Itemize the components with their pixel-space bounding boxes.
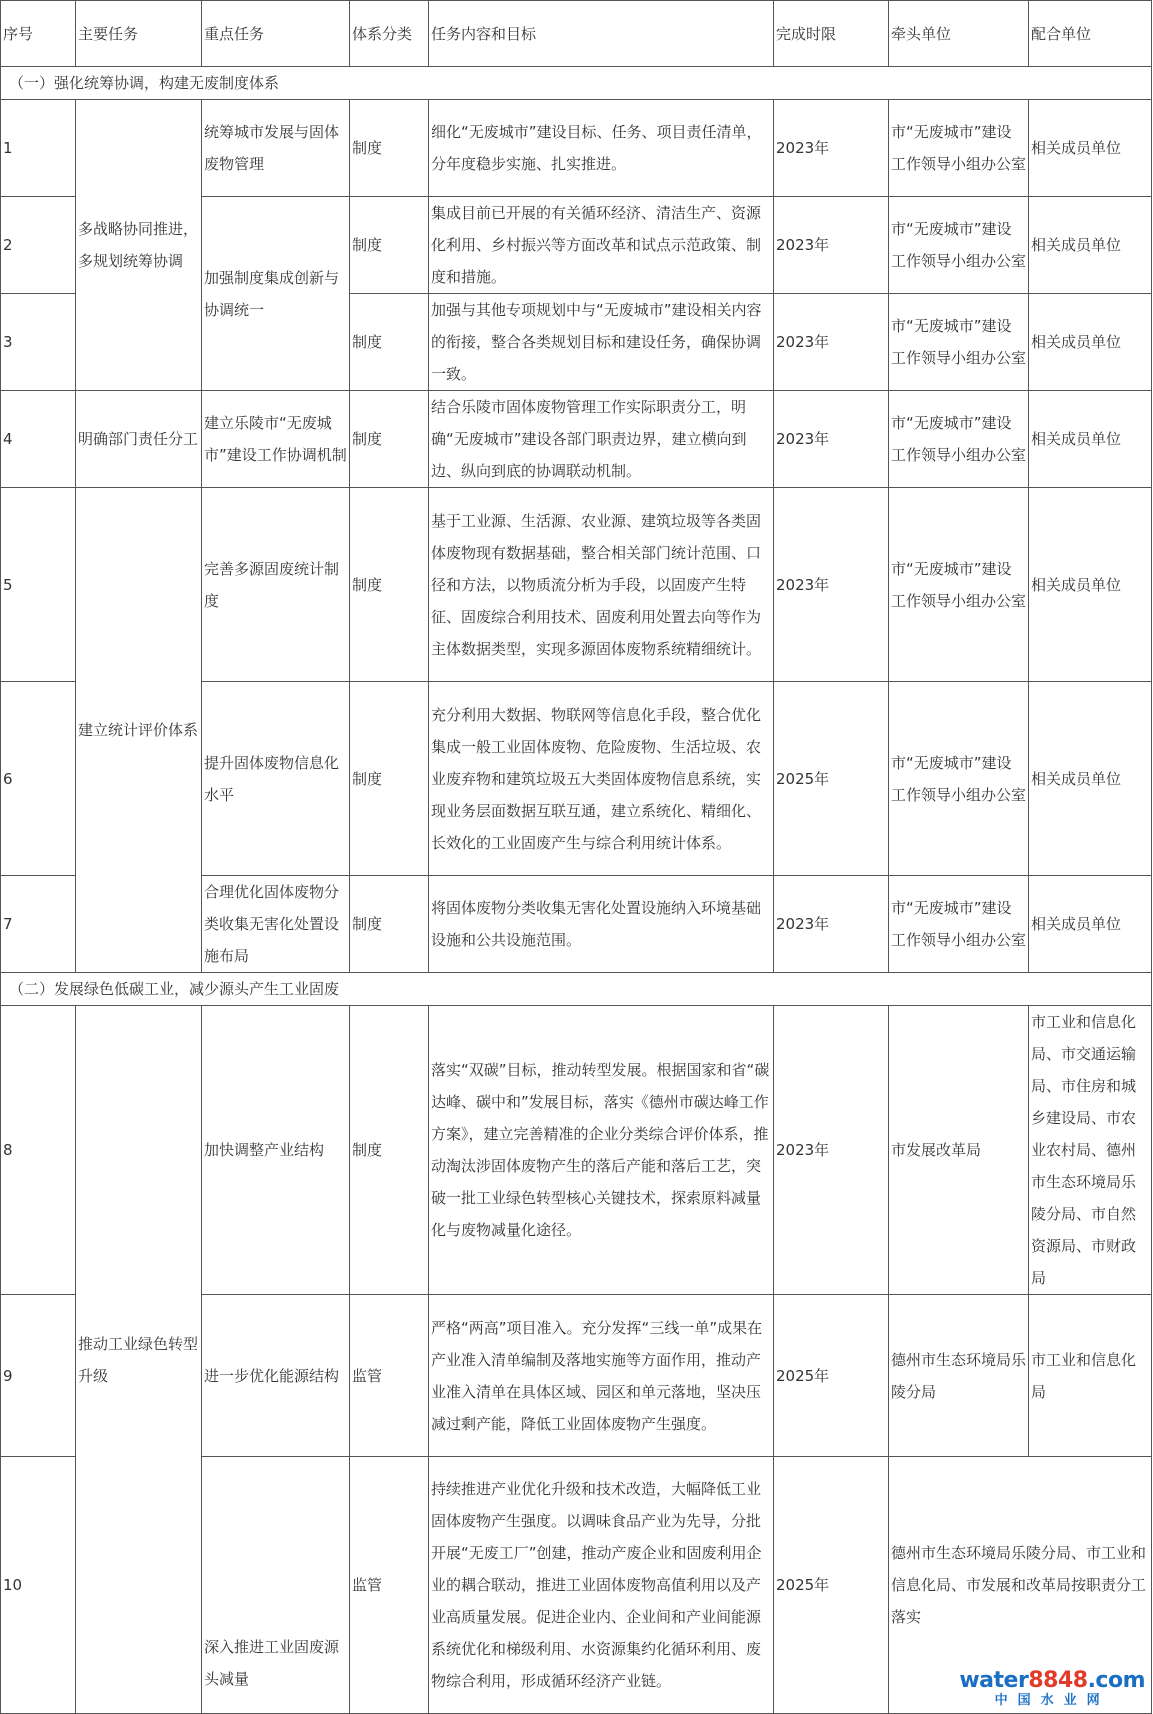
content-cell: 加强与其他专项规划中与“无废城市”建设相关内容的衔接，整合各类规划目标和建设任务，确保协调一致。 [429, 294, 774, 391]
table-row [1, 391, 1152, 488]
category-cell: 制度 [350, 197, 429, 294]
coop-unit-cell: 相关成员单位 [1029, 391, 1152, 488]
lead-unit-cell: 市“无废城市”建设工作领导小组办公室 [889, 391, 1029, 488]
category-cell: 制度 [350, 876, 429, 973]
row-number: 4 [1, 391, 76, 488]
header-cell: 配合单位 [1029, 1, 1152, 67]
row-number: 10 [1, 1457, 76, 1714]
coop-unit-cell: 相关成员单位 [1029, 294, 1152, 391]
category-cell: 监管 [350, 1457, 429, 1714]
row-number: 6 [1, 682, 76, 876]
table-row [1, 488, 1152, 682]
content-cell: 细化“无废城市”建设目标、任务、项目责任清单，分年度稳步实施、扎实推进。 [429, 100, 774, 197]
content-cell: 严格“两高”项目准入。充分发挥“三线一单”成果在产业准入清单编制及落地实施等方面作用，推动产业准入清单在具体区域、园区和单元落地，坚决压减过剩产能，降低工业固体废物产生强度。 [429, 1295, 774, 1457]
coop-unit-cell: 相关成员单位 [1029, 488, 1152, 682]
category-cell: 制度 [350, 294, 429, 391]
watermark-logo: water8848.com 中国水业网 [959, 1668, 1145, 1708]
section-row [1, 973, 1152, 1006]
main-task-cell: 推动工业绿色转型升级 [76, 1006, 202, 1714]
content-cell: 落实“双碳”目标，推动转型发展。根据国家和省“碳达峰、碳中和”发展目标，落实《德州市碳达峰工作方案》，建立完善精准的企业分类综合评价体系，推动淘汰涉固体废物产生的落后产能和落后工艺，突破一批工业绿色转型核心关键技术，探索原料减量化与废物减量化途径。 [429, 1006, 774, 1295]
lead-unit-cell: 市发展改革局 [889, 1006, 1029, 1295]
header-cell: 任务内容和目标 [429, 1, 774, 67]
deadline-cell: 2025年 [774, 1295, 889, 1457]
deadline-cell: 2023年 [774, 100, 889, 197]
table-row [1, 100, 1152, 197]
row-number: 1 [1, 100, 76, 197]
header-cell: 重点任务 [202, 1, 350, 67]
lead-unit-cell: 市“无废城市”建设工作领导小组办公室 [889, 294, 1029, 391]
category-cell: 制度 [350, 488, 429, 682]
content-cell: 充分利用大数据、物联网等信息化手段，整合优化集成一般工业固体废物、危险废物、生活垃圾、农业废弃物和建筑垃圾五大类固体废物信息系统，实现业务层面数据互联互通，建立系统化、精细化、长效化的工业固废产生与综合利用统计体系。 [429, 682, 774, 876]
deadline-cell: 2023年 [774, 488, 889, 682]
section-title: （一）强化统筹协调，构建无废制度体系 [1, 67, 1152, 100]
deadline-cell: 2023年 [774, 1006, 889, 1295]
header-cell: 体系分类 [350, 1, 429, 67]
coop-unit-cell: 市工业和信息化局 [1029, 1295, 1152, 1457]
key-task-cell: 完善多源固废统计制度 [202, 488, 350, 682]
deadline-cell: 2025年 [774, 1457, 889, 1714]
coop-unit-cell: 相关成员单位 [1029, 197, 1152, 294]
main-task-cell: 建立统计评价体系 [76, 488, 202, 973]
row-number: 2 [1, 197, 76, 294]
key-task-cell: 深入推进工业固废源头减量 [202, 1457, 350, 1714]
content-cell: 将固体废物分类收集无害化处置设施纳入环境基础设施和公共设施范围。 [429, 876, 774, 973]
coop-unit-cell: 相关成员单位 [1029, 876, 1152, 973]
category-cell: 制度 [350, 682, 429, 876]
content-cell: 结合乐陵市固体废物管理工作实际职责分工，明确“无废城市”建设各部门职责边界，建立横向到边、纵向到底的协调联动机制。 [429, 391, 774, 488]
row-number: 5 [1, 488, 76, 682]
header-row [1, 1, 1152, 67]
coop-unit-cell: 市工业和信息化局、市交通运输局、市住房和城乡建设局、市农业农村局、德州市生态环境局乐陵分局、市自然资源局、市财政局 [1029, 1006, 1152, 1295]
deadline-cell: 2025年 [774, 682, 889, 876]
section-row [1, 67, 1152, 100]
content-cell: 集成目前已开展的有关循环经济、清洁生产、资源化利用、乡村振兴等方面改革和试点示范政策、制度和措施。 [429, 197, 774, 294]
deadline-cell: 2023年 [774, 876, 889, 973]
lead-unit-cell: 市“无废城市”建设工作领导小组办公室 [889, 197, 1029, 294]
row-number: 7 [1, 876, 76, 973]
header-cell: 完成时限 [774, 1, 889, 67]
key-task-cell: 建立乐陵市“无废城市”建设工作协调机制 [202, 391, 350, 488]
lead-coop-merged-cell: 德州市生态环境局乐陵分局、市工业和信息化局、市发展和改革局按职责分工落实 [889, 1457, 1152, 1714]
content-cell: 基于工业源、生活源、农业源、建筑垃圾等各类固体废物现有数据基础，整合相关部门统计范围、口径和方法，以物质流分析为手段，以固废产生特征、固废综合利用技术、固废利用处置去向等作为主体数据类型，实现多源固体废物系统精细统计。 [429, 488, 774, 682]
key-task-cell: 提升固体废物信息化水平 [202, 682, 350, 876]
category-cell: 制度 [350, 391, 429, 488]
row-number: 9 [1, 1295, 76, 1457]
coop-unit-cell: 相关成员单位 [1029, 682, 1152, 876]
lead-unit-cell: 德州市生态环境局乐陵分局 [889, 1295, 1029, 1457]
deadline-cell: 2023年 [774, 294, 889, 391]
lead-unit-cell: 市“无废城市”建设工作领导小组办公室 [889, 876, 1029, 973]
main-task-cell: 明确部门责任分工 [76, 391, 202, 488]
content-cell: 持续推进产业优化升级和技术改造，大幅降低工业固体废物产生强度。以调味食品产业为先导，分批开展“无废工厂”创建，推动产废企业和固废利用企业的耦合联动，推进工业固体废物高值利用以及产业高质量发展。促进企业内、企业间和产业间能源系统优化和梯级利用、水资源集约化循环利用、废物综合利用，形成循环经济产业链。 [429, 1457, 774, 1714]
key-task-cell: 加快调整产业结构 [202, 1006, 350, 1295]
header-cell: 序号 [1, 1, 76, 67]
category-cell: 制度 [350, 1006, 429, 1295]
header-cell: 主要任务 [76, 1, 202, 67]
key-task-cell: 合理优化固体废物分类收集无害化处置设施布局 [202, 876, 350, 973]
lead-unit-cell: 市“无废城市”建设工作领导小组办公室 [889, 100, 1029, 197]
row-number: 3 [1, 294, 76, 391]
header-cell: 牵头单位 [889, 1, 1029, 67]
category-cell: 制度 [350, 100, 429, 197]
key-task-cell: 加强制度集成创新与协调统一 [202, 197, 350, 391]
table-row [1, 1006, 1152, 1295]
section-title: （二）发展绿色低碳工业，减少源头产生工业固废 [1, 973, 1152, 1006]
category-cell: 监管 [350, 1295, 429, 1457]
deadline-cell: 2023年 [774, 391, 889, 488]
row-number: 8 [1, 1006, 76, 1295]
coop-unit-cell: 相关成员单位 [1029, 100, 1152, 197]
key-task-cell: 统筹城市发展与固体废物管理 [202, 100, 350, 197]
deadline-cell: 2023年 [774, 197, 889, 294]
lead-unit-cell: 市“无废城市”建设工作领导小组办公室 [889, 682, 1029, 876]
main-task-cell: 多战略协同推进，多规划统筹协调 [76, 100, 202, 391]
lead-unit-cell: 市“无废城市”建设工作领导小组办公室 [889, 488, 1029, 682]
key-task-cell: 进一步优化能源结构 [202, 1295, 350, 1457]
